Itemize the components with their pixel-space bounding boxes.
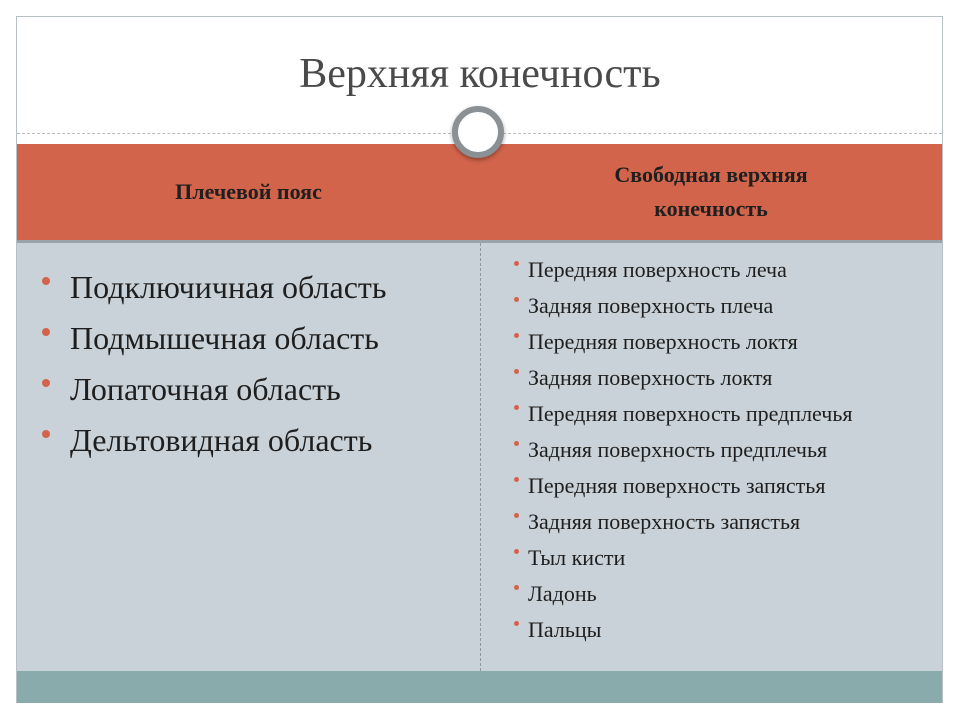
bullet-icon bbox=[514, 477, 519, 482]
list-item-text: Задняя поверхность предплечья bbox=[528, 437, 828, 462]
bullet-icon bbox=[514, 513, 519, 518]
list-item-text: Передняя поверхность леча bbox=[528, 257, 787, 282]
footer-band bbox=[17, 671, 942, 703]
list-item-text: Задняя поверхность запястья bbox=[528, 509, 801, 534]
bullet-icon bbox=[514, 297, 519, 302]
list-item-text: Передняя поверхность локтя bbox=[528, 329, 798, 354]
list-item-text: Задняя поверхность плеча bbox=[528, 293, 774, 318]
list-item bbox=[514, 434, 934, 466]
list-item bbox=[514, 326, 934, 358]
free-upper-limb-list bbox=[514, 254, 934, 650]
bullet-icon bbox=[514, 585, 519, 590]
header-free-upper-limb-line2: конечность bbox=[654, 196, 768, 221]
list-item bbox=[514, 254, 934, 286]
list-item-text: Передняя поверхность предплечья bbox=[528, 401, 853, 426]
list-item bbox=[42, 419, 432, 462]
bullet-icon bbox=[514, 369, 519, 374]
table-header bbox=[17, 144, 942, 240]
header-shoulder-girdle-label: Плечевой пояс bbox=[175, 179, 322, 204]
list-item bbox=[514, 542, 934, 574]
ring-ornament-icon bbox=[452, 106, 504, 158]
header-free-upper-limb-label bbox=[614, 158, 807, 226]
list-item-text: Задняя поверхность локтя bbox=[528, 365, 773, 390]
bullet-icon bbox=[514, 621, 519, 626]
list-item bbox=[514, 362, 934, 394]
bullet-icon bbox=[514, 333, 519, 338]
list-item bbox=[514, 506, 934, 538]
bullet-icon bbox=[42, 328, 50, 336]
list-item bbox=[514, 578, 934, 610]
header-free-upper-limb-line1: Свободная верхняя bbox=[614, 162, 808, 187]
bullet-icon bbox=[514, 549, 519, 554]
bullet-icon bbox=[42, 430, 50, 438]
bullet-icon bbox=[514, 441, 519, 446]
list-item bbox=[42, 317, 432, 360]
list-item bbox=[514, 398, 934, 430]
bullet-icon bbox=[42, 277, 50, 285]
list-item-text: Передняя поверхность запястья bbox=[528, 473, 826, 498]
column-divider bbox=[480, 243, 481, 671]
shoulder-girdle-list bbox=[42, 266, 432, 470]
list-item-text: Лопаточная область bbox=[70, 371, 341, 407]
list-item-text: Дельтовидная область bbox=[70, 422, 373, 458]
header-shoulder-girdle bbox=[17, 144, 480, 240]
bullet-icon bbox=[514, 261, 519, 266]
bullet-icon bbox=[42, 379, 50, 387]
list-item bbox=[42, 266, 432, 309]
list-item bbox=[42, 368, 432, 411]
list-item bbox=[514, 470, 934, 502]
header-free-upper-limb bbox=[480, 144, 942, 240]
list-item-text: Подключичная область bbox=[70, 269, 387, 305]
list-item-text: Подмышечная область bbox=[70, 320, 379, 356]
slide-title: Верхняя конечность bbox=[299, 51, 661, 97]
list-item-text: Пальцы bbox=[528, 617, 602, 642]
list-item bbox=[514, 290, 934, 322]
list-item-text: Тыл кисти bbox=[528, 545, 626, 570]
list-item-text: Ладонь bbox=[528, 581, 597, 606]
list-item bbox=[514, 614, 934, 646]
bullet-icon bbox=[514, 405, 519, 410]
